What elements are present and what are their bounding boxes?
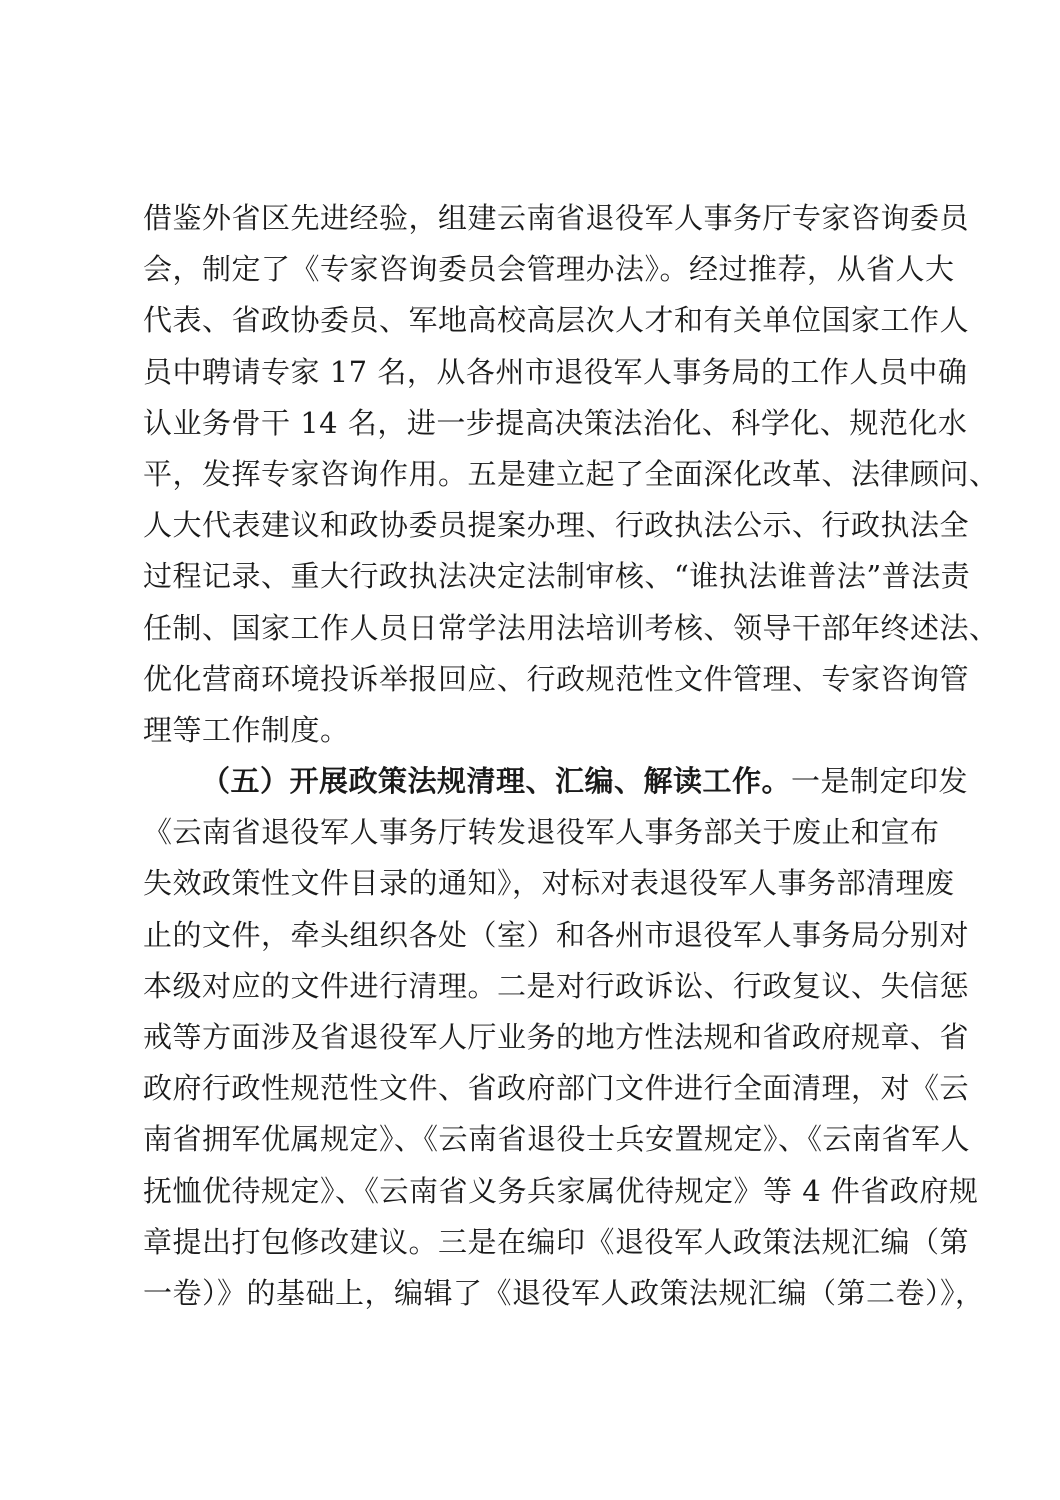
text-line: 员中聘请专家 17 名，从各州市退役军人事务局的工作人员中确	[143, 354, 968, 389]
section-first-line-text: 一是制定印发	[791, 764, 969, 799]
section-first-line	[143, 756, 969, 807]
text-line: 代表、省政协委员、军地高校高层次人才和有关单位国家工作人	[143, 303, 970, 338]
text-line: 任制、国家工作人员日常学法用法培训考核、领导干部年终述法、	[143, 610, 999, 645]
text-line: 认业务骨干 14 名，进一步提高决策法治化、科学化、规范化水	[143, 405, 968, 440]
text-line: 抚恤优待规定》、《云南省义务兵家属优待规定》等 4 件省政府规	[143, 1173, 979, 1208]
text-line: 政府行政性规范性文件、省政府部门文件进行全面清理，对《云	[143, 1071, 970, 1106]
text-line: 止的文件，牵头组织各处（室）和各州市退役军人事务局分别对	[143, 917, 970, 952]
text-line: 本级对应的文件进行清理。二是对行政诉讼、行政复议、失信惩	[143, 968, 970, 1003]
text-line: 章提出打包修改建议。三是在编印《退役军人政策法规汇编（第	[143, 1224, 970, 1259]
text-line: 优化营商环境投诉举报回应、行政规范性文件管理、专家咨询管	[143, 661, 970, 696]
section-heading: （五）开展政策法规清理、汇编、解读工作。	[201, 764, 792, 799]
text-line: 借鉴外省区先进经验，组建云南省退役军人事务厅专家咨询委员	[143, 201, 970, 235]
text-line: 过程记录、重大行政执法决定法制审核、“谁执法谁普法”普法责	[143, 559, 971, 594]
text-line: 人大代表建议和政协委员提案办理、行政执法公示、行政执法全	[143, 508, 970, 543]
text-line: 失效政策性文件目录的通知》，对标对表退役军人事务部清理废	[143, 866, 955, 901]
text-line: 一卷）》的基础上，编辑了《退役军人政策法规汇编（第二卷）》，	[143, 1275, 985, 1310]
text-line: 南省拥军优属规定》、《云南省退役士兵安置规定》、《云南省军人	[143, 1122, 971, 1157]
text-line: 戒等方面涉及省退役军人厅业务的地方性法规和省政府规章、省	[143, 1020, 970, 1054]
text-line: 理等工作制度。	[143, 712, 350, 747]
text-line: 平，发挥专家咨询作用。五是建立起了全面深化改革、法律顾问、	[143, 456, 999, 491]
body-text	[143, 193, 999, 1319]
text-line: 会，制定了《专家咨询委员会管理办法》。经过推荐，从省人大	[143, 252, 955, 287]
text-line: 《云南省退役军人事务厅转发退役军人事务部关于废止和宣布	[143, 815, 940, 850]
